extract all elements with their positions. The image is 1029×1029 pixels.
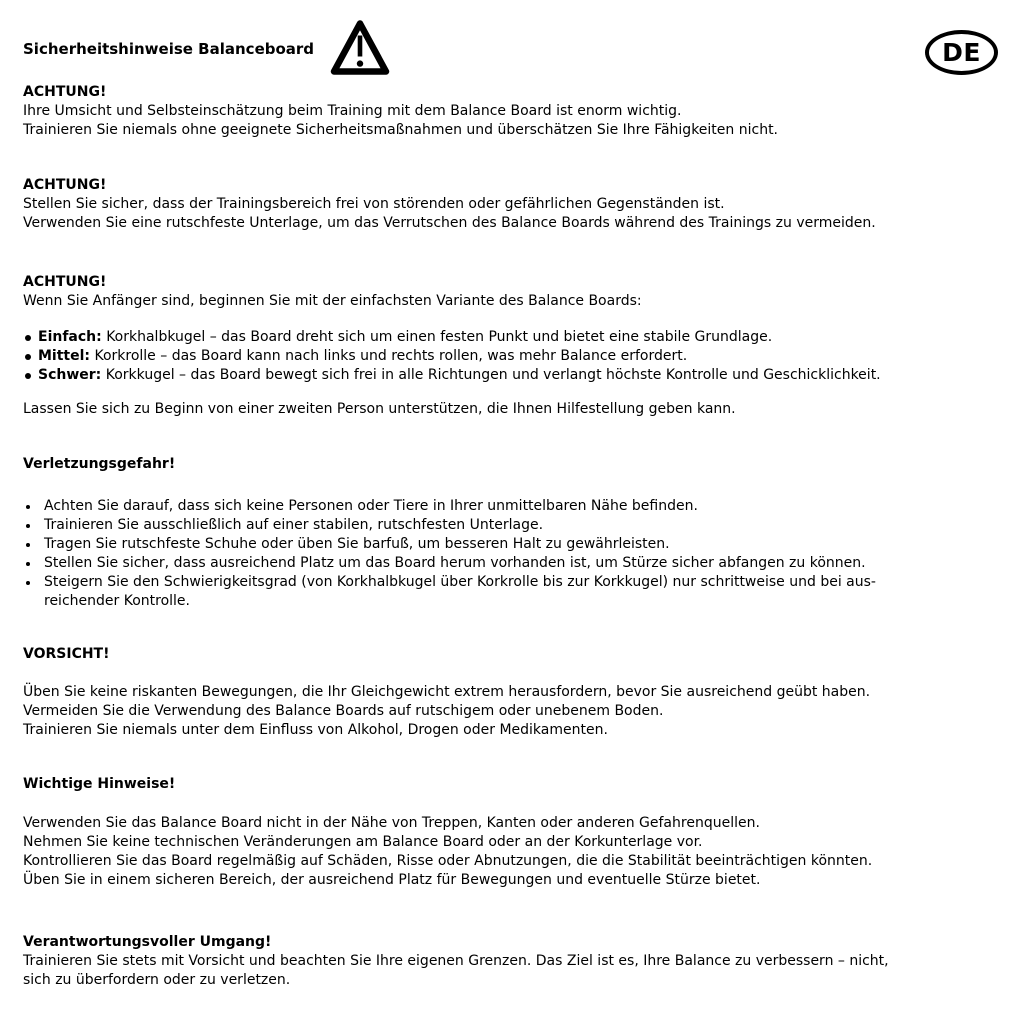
section-vorsicht xyxy=(23,645,998,740)
section-heading: ACHTUNG! xyxy=(23,84,107,100)
section-heading: Verletzungsgefahr! xyxy=(23,456,176,472)
section-achtung-1 xyxy=(23,83,998,140)
difficulty-text: Korkkugel – das Board bewegt sich frei in alle Richtungen und verlangt höchste Kontrolle und Geschicklichkeit. xyxy=(105,367,881,383)
list-item: Tragen Sie rutschfeste Schuhe oder üben Sie barfuß, um besseren Halt zu gewährleisten. xyxy=(23,535,998,554)
section-heading: ACHTUNG! xyxy=(23,177,107,193)
page-header xyxy=(23,15,998,83)
list-item-schwer xyxy=(23,366,998,385)
paragraph-line: Verwenden Sie eine rutschfeste Unterlage, um das Verrutschen des Balance Boards während des Trainings zu vermeiden. xyxy=(23,215,876,231)
section-wichtige-hinweise xyxy=(23,775,998,890)
language-badge xyxy=(925,30,998,75)
list-item-line: reichender Kontrolle. xyxy=(44,593,190,609)
page-title: Sicherheitshinweise Balanceboard xyxy=(23,40,315,58)
safety-instructions-document xyxy=(23,15,998,990)
paragraph-line: Wenn Sie Anfänger sind, beginnen Sie mit der einfachsten Variante des Balance Boards: xyxy=(23,293,642,309)
section-paragraph xyxy=(23,683,998,740)
paragraph-line: Üben Sie in einem sicheren Bereich, der ausreichend Platz für Bewegungen und eventuelle Stürze bietet. xyxy=(23,872,761,888)
difficulty-label: Mittel: xyxy=(38,348,91,364)
paragraph-line: Stellen Sie sicher, dass der Trainingsbereich frei von störenden oder gefährlichen Gegenständen ist. xyxy=(23,196,725,212)
paragraph-line: Trainieren Sie niemals unter dem Einfluss von Alkohol, Drogen oder Medikamenten. xyxy=(23,722,608,738)
paragraph-line: Üben Sie keine riskanten Bewegungen, die Ihr Gleichgewicht extrem herausfordern, bevor Sie ausreichend geübt haben. xyxy=(23,684,871,700)
paragraph-line: Kontrollieren Sie das Board regelmäßig auf Schäden, Risse oder Abnutzungen, die die Stabilität beeinträchtigen könnten. xyxy=(23,853,873,869)
list-item-einfach xyxy=(23,328,998,347)
paragraph-line: Trainieren Sie niemals ohne geeignete Sicherheitsmaßnahmen und überschätzen Sie Ihre Fähigkeiten nicht. xyxy=(23,122,779,138)
list-item: Trainieren Sie ausschließlich auf einer stabilen, rutschfesten Unterlage. xyxy=(23,516,998,535)
section-paragraph xyxy=(23,952,998,990)
injury-risk-list xyxy=(23,497,998,611)
section-heading: Verantwortungsvoller Umgang! xyxy=(23,934,272,950)
list-item-line: Steigern Sie den Schwierigkeitsgrad (von Korkhalbkugel über Korkrolle bis zur Korkkugel) nur schrittweise und bei aus- xyxy=(44,574,876,590)
paragraph-line: Vermeiden Sie die Verwendung des Balance Boards auf rutschigem oder unebenem Boden. xyxy=(23,703,664,719)
paragraph-line: Ihre Umsicht und Selbsteinschätzung beim Training mit dem Balance Board ist enorm wichtig. xyxy=(23,103,682,119)
language-badge-label: DE xyxy=(942,38,981,67)
list-item: Stellen Sie sicher, dass ausreichend Platz um das Board herum vorhanden ist, um Stürze sicher abfangen zu können. xyxy=(23,554,998,573)
section-heading: ACHTUNG! xyxy=(23,274,107,290)
list-item xyxy=(23,573,998,611)
section-verantwortungsvoller-umgang xyxy=(23,933,998,990)
list-item-mittel xyxy=(23,347,998,366)
paragraph-line: Nehmen Sie keine technischen Veränderungen am Balance Board oder an der Korkunterlage vor. xyxy=(23,834,703,850)
section-achtung-2 xyxy=(23,176,998,233)
difficulty-label: Schwer: xyxy=(38,367,102,383)
section-heading: Wichtige Hinweise! xyxy=(23,776,176,792)
section-achtung-3 xyxy=(23,273,998,419)
difficulty-list xyxy=(23,328,998,385)
warning-triangle-icon xyxy=(330,19,390,76)
paragraph-line: Lassen Sie sich zu Beginn von einer zweiten Person unterstützen, die Ihnen Hilfestellung geben kann. xyxy=(23,401,736,417)
section-verletzungsgefahr xyxy=(23,455,998,611)
section-paragraph xyxy=(23,814,998,890)
difficulty-label: Einfach: xyxy=(38,329,102,345)
paragraph-line: sich zu überfordern oder zu verletzen. xyxy=(23,972,291,988)
difficulty-text: Korkrolle – das Board kann nach links und rechts rollen, was mehr Balance erfordert. xyxy=(94,348,688,364)
paragraph-line: Verwenden Sie das Balance Board nicht in der Nähe von Treppen, Kanten oder anderen Gefahrenquellen. xyxy=(23,815,760,831)
paragraph-line: Trainieren Sie stets mit Vorsicht und beachten Sie Ihre eigenen Grenzen. Das Ziel ist es, Ihre Balance zu verbessern – nicht, xyxy=(23,953,889,969)
list-item: Achten Sie darauf, dass sich keine Personen oder Tiere in Ihrer unmittelbaren Nähe befinden. xyxy=(23,497,998,516)
difficulty-text: Korkhalbkugel – das Board dreht sich um einen festen Punkt und bietet eine stabile Grundlage. xyxy=(106,329,773,345)
section-heading: VORSICHT! xyxy=(23,646,110,662)
